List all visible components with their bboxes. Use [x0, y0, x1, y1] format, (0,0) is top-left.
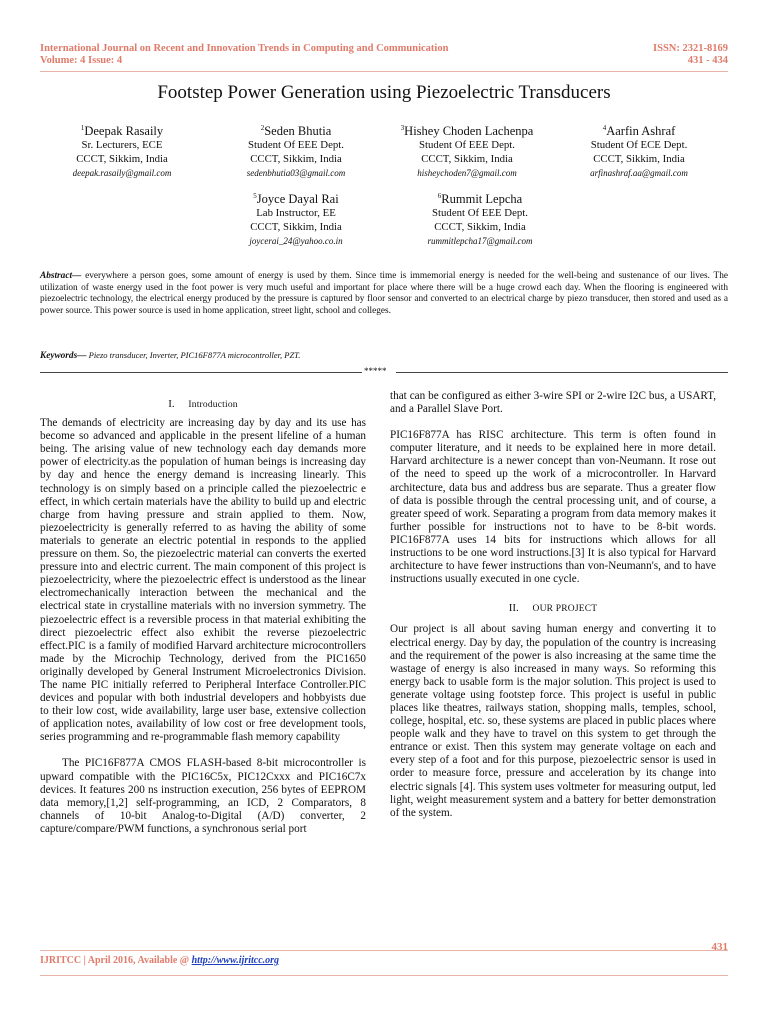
author-1-number: 1 — [80, 124, 85, 132]
author-5-affiliation: CCCT, Sikkim, India — [250, 221, 342, 234]
author-2-email[interactable]: sedenbhutia03@gmail.com — [246, 168, 346, 179]
page-range: 431 - 434 — [687, 55, 728, 66]
abstract-text: everywhere a person goes, some amount of energy is used by them. Since time is immemorial energy is needed for the well-being and sustenance of our lives. The utilization of waste energy used in the foot power is very much useful and important for place where there will be a huge crowd each day. When the flooring is engineered with piezoelectric technology, the electrical energy produced by the pressure is captured by floor sensor and converted to an electrical charge by piezo transducer, then stored and used as a power source. This power source is used in home application, street light, school and colleges. — [40, 271, 728, 316]
journal-header — [40, 43, 448, 67]
author-6-number: 6 — [437, 192, 442, 200]
separator-line-left — [40, 372, 362, 373]
author-3-affiliation: CCCT, Sikkim, India — [421, 153, 513, 166]
paper-title: Footstep Power Generation using Piezoelectric Transducers — [157, 82, 611, 103]
author-3-email[interactable]: hisheychoden7@gmail.com — [417, 168, 517, 179]
author-3 — [362, 121, 572, 180]
footer-rule-bottom — [40, 975, 728, 976]
section-heading-introduction — [40, 398, 366, 412]
intro-paragraph-2: The PIC16F877A CMOS FLASH-based 8-bit microcontroller is upward compatible with the PIC16C5x, PIC12Cxxx and PIC16C7x devices. It features 200 ns instruction execution, 256 bytes of EEPROM data memory,[1,2] self-programming, an ICD, 2 Comparators, 8 channels of 10-bit Analog-to-Digital (A/D) converter, 2 capture/compare/PWM functions, a synchronous serial port — [40, 757, 366, 835]
author-2-name: Seden Bhutia — [264, 124, 332, 139]
author-6-affiliation: CCCT, Sikkim, India — [434, 221, 526, 234]
section-title: Introduction — [188, 400, 238, 410]
author-1 — [22, 121, 222, 180]
journal-header-right — [653, 43, 728, 67]
section-heading-our-project — [390, 602, 716, 616]
keywords-text: Piezo transducer, Inverter, PIC16F877A microcontroller, PZT. — [86, 350, 301, 360]
author-1-affiliation: CCCT, Sikkim, India — [76, 153, 168, 166]
abstract-separator — [40, 367, 728, 377]
author-5 — [196, 189, 396, 248]
author-4 — [544, 121, 734, 180]
intro-paragraph-1: The demands of electricity are increasing day by day and its use has become so advanced and applicable in the present lifeline of a human being. The arising value of new technology each day demands more power of electricity.as the population of human beings is increasing day by day and hence the energy demand is increasing linearly. This technology is on simply based on a principle called the piezoelectric e effect, in which certain materials have the ability to build up and electric charge from having pressure and strain applied to them. Now, piezoelectricity is generally referred to as having the ability of some materials to generate an electric potential in responds to the applied pressure on them. So, the piezoelectric material can converts the exerted pressure into and electric current. The main component of this project is piezoelectricity, where the piezoelectric effect is understood as the linear electromechanically interaction between the mechanical and the electrical state in crystalline materials with no inversion symmetry. The piezoelectric effect is a reversible process in that material exhibiting the direct piezoelectric effect also exhibit the reverse piezoelectric effect.PIC is a family of modified Harvard architecture microcontrollers made by the Microchip Technology, derived from the PIC1650 originally developed by General Instrument Microelectronics Division. The name PIC initially referred to Peripheral Interface Controller.PIC devices and popular with both industrial developers and hobbyists due to their low cost, wide availability, large user base, extensive collection of application notes, availability of low cost or free development tools, series programming and re-programmable flash memory capability — [40, 417, 366, 744]
author-1-email[interactable]: deepak.rasaily@gmail.com — [72, 168, 172, 179]
section-number: I. — [168, 398, 175, 410]
author-4-email[interactable]: arfinashraf.aa@gmail.com — [590, 168, 688, 179]
journal-name: International Journal on Recent and Innovation Trends in Computing and Communication — [40, 43, 449, 54]
journal-link[interactable]: http://www.ijritcc.org — [191, 955, 280, 966]
header-rule — [40, 71, 728, 72]
author-4-name: Aarfin Ashraf — [606, 124, 676, 139]
author-2-number: 2 — [260, 124, 265, 132]
separator-line-right — [396, 372, 728, 373]
keywords — [40, 350, 300, 361]
abstract — [40, 271, 728, 317]
footer-rule — [40, 950, 728, 951]
keywords-label: Keywords— — [40, 351, 87, 361]
section-number: II. — [508, 602, 519, 615]
author-6-role: Student Of EEE Dept. — [432, 207, 528, 220]
author-5-email[interactable]: joycerai_24@yahoo.co.in — [249, 236, 343, 247]
author-4-role: Student Of ECE Dept. — [590, 139, 688, 152]
author-5-role: Lab Instructor, EE — [256, 207, 336, 220]
author-5-number: 5 — [253, 192, 257, 200]
footer-text: IJRITCC | April 2016, Available @ — [40, 955, 192, 966]
author-1-name: Deepak Rasaily — [84, 124, 164, 139]
page-number: 431 — [711, 941, 728, 953]
abstract-label: Abstract— — [40, 271, 82, 281]
author-2-role: Student Of EEE Dept. — [248, 139, 344, 152]
author-3-role: Student Of EEE Dept. — [419, 139, 515, 152]
author-2-affiliation: CCCT, Sikkim, India — [250, 153, 342, 166]
separator-stars: ***** — [364, 366, 387, 376]
author-3-number: 3 — [400, 124, 405, 132]
issn: ISSN: 2321-8169 — [653, 43, 728, 54]
right-column — [390, 390, 716, 820]
author-3-name: Hishey Choden Lachenpa — [404, 124, 534, 139]
footer — [40, 955, 279, 966]
section-title: OUR PROJECT — [532, 604, 598, 615]
author-6 — [380, 189, 580, 248]
project-paragraph-1: Our project is all about saving human energy and converting it to electrical energy. Day by day, the population of the country is increasing and the requirement of the power is also increasing at the same time the wastage of energy is also increased in many ways. So reforming this energy back to usable form is the major solution. This project is used to generate voltage using footstep force. This project is useful in public places like theatres, railways station, shopping malls, temples, school, college, hospital, etc. so, these systems are placed in public places where people walk and they have to travel on this system to get through the entrance or exist. Then this system may generate voltage on each and every step of a foot and for this purpose, piezoelectric sensor is used in order to measure force, pressure and acceleration by its change into electric signals [4]. This system uses voltmeter for measuring output, led light, weight measurement system and a battery for better demonstration of the system. — [390, 623, 716, 819]
author-1-role: Sr. Lecturers, ECE — [81, 139, 163, 152]
author-4-number: 4 — [602, 124, 607, 132]
author-5-name: Joyce Dayal Rai — [256, 192, 339, 207]
right-paragraph-2: PIC16F877A has RISC architecture. This term is often found in computer literature, and it needs to be explained here in more detail. Harvard architecture is a newer concept than von-Neumann. It rose out of the need to speed up the work of a microcontroller. In Harvard architecture, data bus and address bus are separate. Thus a greater flow of data is possible through the central processing unit, and of course, a greater speed of work. Separating a program from data memory makes it further possible for instructions not to have to be 8-bit words. PIC16F877A uses 14 bits for instructions which allows for all instructions to be one word instructions.[3] It is also typical for Harvard architecture to have fewer instructions than von-Neumann's, and to have instructions usually executed in one cycle. — [390, 429, 716, 586]
right-paragraph-1: that can be configured as either 3-wire SPI or 2-wire I2C bus, a USART, and a Parallel Slave Port. — [390, 390, 716, 416]
author-4-affiliation: CCCT, Sikkim, India — [593, 153, 685, 166]
author-6-name: Rummit Lepcha — [441, 192, 523, 207]
left-column — [40, 398, 366, 836]
author-6-email[interactable]: rummitlepcha17@gmail.com — [427, 236, 533, 247]
journal-volume: Volume: 4 Issue: 4 — [40, 55, 123, 66]
